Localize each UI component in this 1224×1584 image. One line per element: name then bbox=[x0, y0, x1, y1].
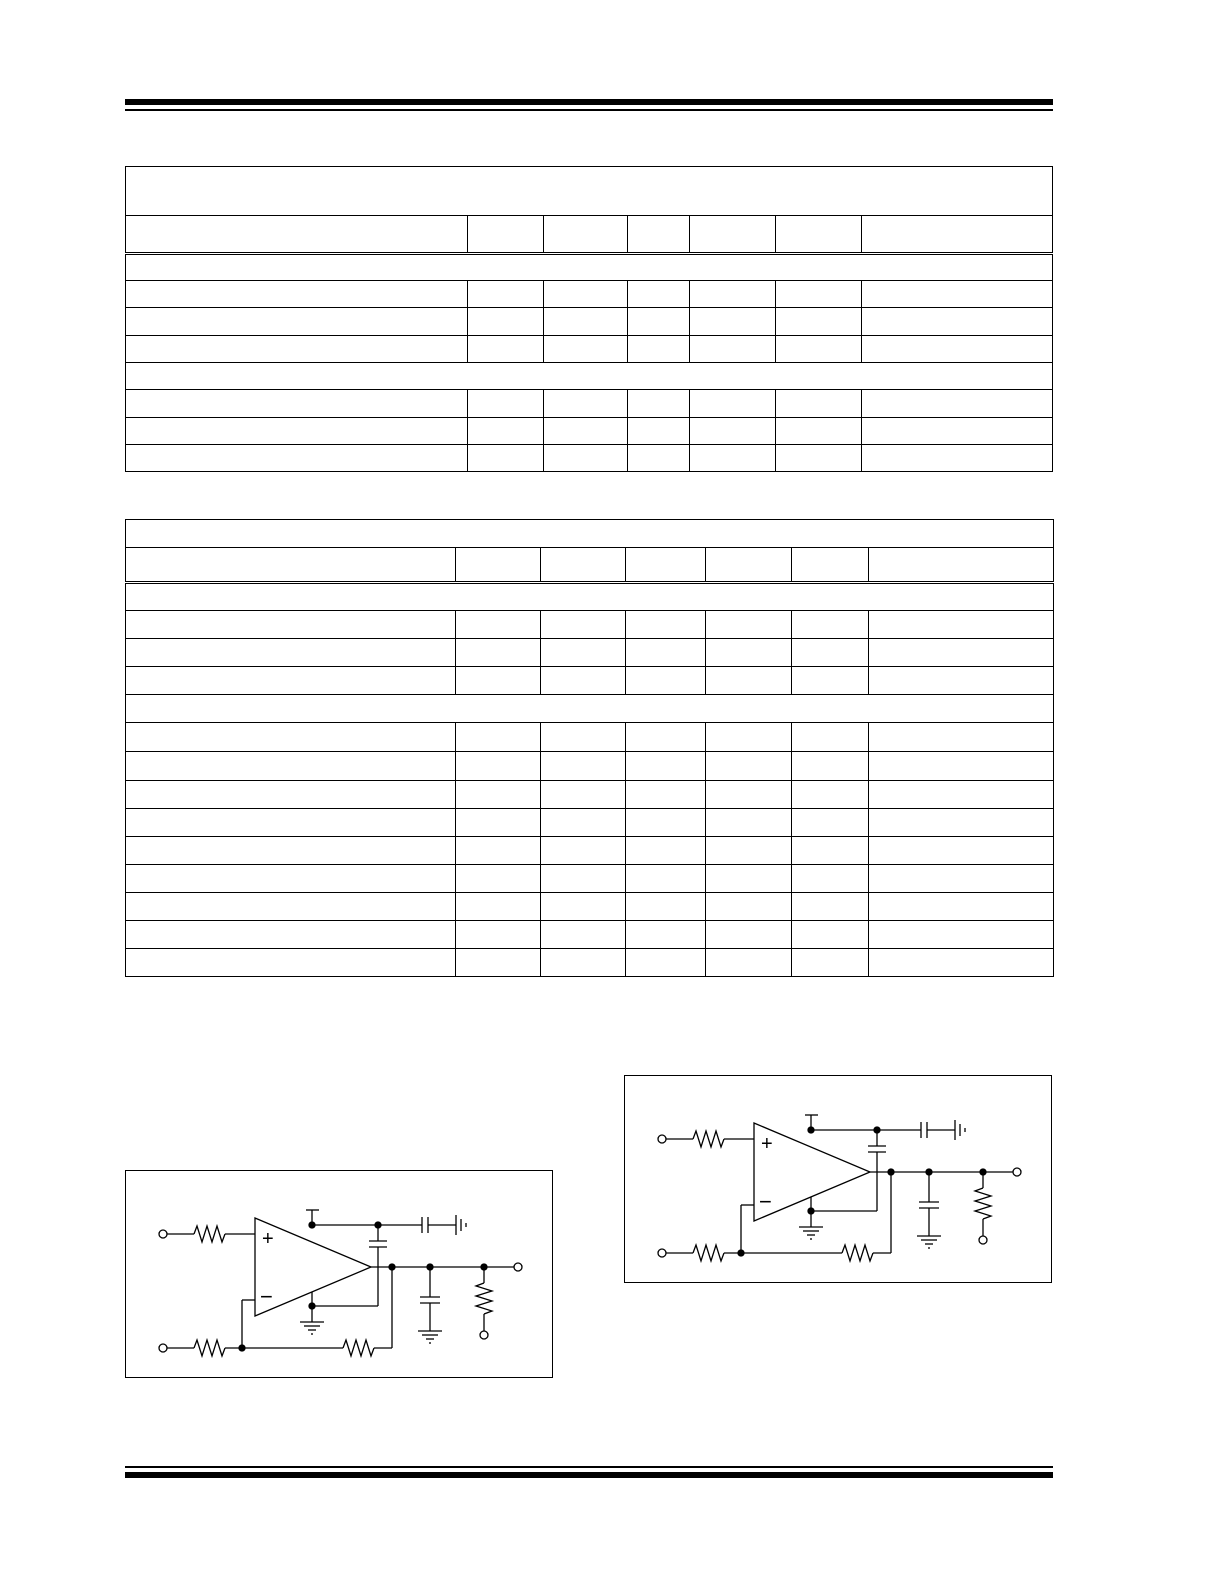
table-row bbox=[126, 667, 1054, 695]
table-section-row bbox=[126, 583, 1054, 611]
table-header-row bbox=[126, 216, 1053, 254]
table-row bbox=[126, 893, 1054, 921]
table-row bbox=[126, 611, 1054, 639]
resistor bbox=[693, 1131, 724, 1147]
resistor bbox=[194, 1340, 225, 1356]
table-1 bbox=[125, 166, 1053, 472]
resistor bbox=[693, 1245, 724, 1261]
table-section-row bbox=[126, 363, 1053, 390]
table-row bbox=[126, 281, 1053, 308]
header-rule-thick bbox=[125, 99, 1053, 105]
resistor bbox=[194, 1226, 225, 1242]
table-row bbox=[126, 809, 1054, 837]
load-resistor bbox=[975, 1188, 991, 1219]
table-row bbox=[126, 752, 1054, 781]
table-row bbox=[126, 837, 1054, 865]
table-2 bbox=[125, 519, 1054, 977]
header-rule-thin bbox=[125, 109, 1053, 111]
table-title-row bbox=[126, 167, 1053, 216]
table-row bbox=[126, 723, 1054, 752]
table-row bbox=[126, 949, 1054, 977]
table-header-row bbox=[126, 548, 1054, 583]
footer-rule-thick bbox=[125, 1472, 1053, 1478]
circuit-figure-right bbox=[624, 1075, 1052, 1283]
table-section-row bbox=[126, 254, 1053, 281]
minus-sign: − bbox=[759, 1189, 772, 1214]
table-row bbox=[126, 336, 1053, 363]
feedback-resistor bbox=[842, 1245, 873, 1261]
output-terminal bbox=[514, 1263, 522, 1271]
circuit-schematic bbox=[126, 1171, 554, 1379]
table-row bbox=[126, 781, 1054, 809]
plus-sign: + bbox=[761, 1133, 773, 1155]
input-terminal bbox=[159, 1344, 167, 1352]
table-row bbox=[126, 445, 1053, 472]
load-resistor bbox=[476, 1283, 492, 1314]
minus-sign: − bbox=[260, 1284, 273, 1309]
table-row bbox=[126, 865, 1054, 893]
footer-rule-thin bbox=[125, 1466, 1053, 1468]
feedback-resistor bbox=[343, 1340, 374, 1356]
input-terminal bbox=[159, 1230, 167, 1238]
table-row bbox=[126, 921, 1054, 949]
table-row bbox=[126, 418, 1053, 445]
table-title-row bbox=[126, 520, 1054, 548]
plus-sign: + bbox=[262, 1228, 274, 1250]
table-row bbox=[126, 639, 1054, 667]
table-section-row bbox=[126, 695, 1054, 723]
circuit-figure-left bbox=[125, 1170, 553, 1378]
table-row bbox=[126, 308, 1053, 336]
circuit-schematic bbox=[625, 1076, 1053, 1284]
table-row bbox=[126, 390, 1053, 418]
